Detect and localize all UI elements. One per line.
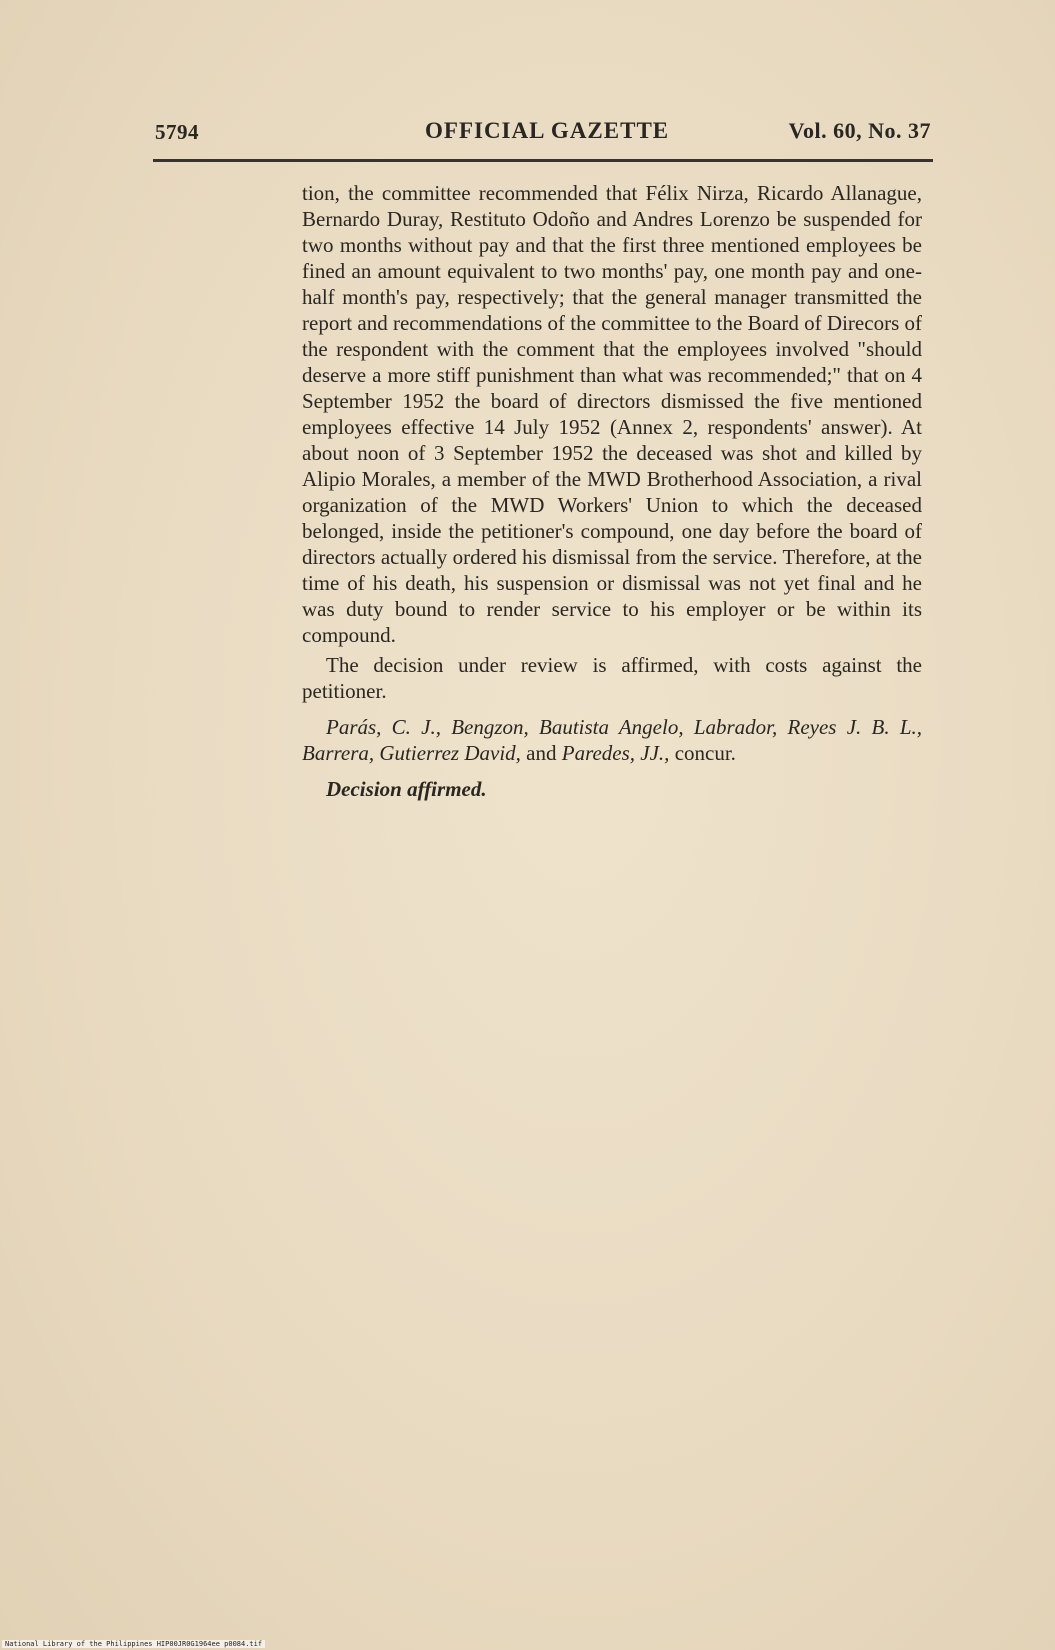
scan-footer: National Library of the Philippines HIP00JR0G1964ee p0084.tif — [2, 1640, 265, 1648]
header-rule — [153, 159, 933, 162]
volume-info: Vol. 60, No. 37 — [788, 118, 931, 143]
concurring-end: concur. — [674, 741, 736, 765]
paragraph-continuation: tion, the committee recommended that Félix Nirza, Ricardo Allanague, Bernardo Duray, Restituto Odoño and Andres Lorenzo be suspended for two months without pay and that the first three mentioned employees be fined an amount equivalent to two months' pay, one month pay and one-half month's pay, respectively; that the general manager transmitted the report and recommendations of the committee to the Board of Direcors of the respondent with the comment that the employees involved "should deserve a more stiff punishment than what was recommended;" that on 4 September 1952 the board of directors dismissed the five mentioned employees effective 14 July 1952 (Annex 2, respondents' answer). At about noon of 3 September 1952 the deceased was shot and killed by Alipio Morales, a member of the MWD Brotherhood Association, a rival organization of the MWD Workers' Union to which the deceased belonged, inside the petitioner's compound, one day before the board of directors actually ordered his dismissal from the service. Therefore, at the time of his death, his suspension or dismissal was not yet final and he was duty bound to render service to his employer or be within its compound. — [302, 181, 922, 647]
page-number: 5794 — [155, 120, 199, 144]
body-text — [302, 180, 922, 802]
concurring-and: and — [526, 741, 557, 765]
decision-paragraph: The decision under review is affirmed, with costs against the petitioner. — [302, 653, 922, 703]
concurring-last: Paredes, JJ., — [561, 741, 670, 765]
page-header — [155, 116, 931, 152]
decision-result: Decision affirmed. — [326, 777, 487, 801]
concurring-justices — [302, 714, 922, 766]
concurring-names: Parás, C. J., Bengzon, Bautista Angelo, Labrador, Reyes J. B. L., Barrera, Gutierrez David, — [302, 715, 922, 765]
publication-title: OFFICIAL GAZETTE — [425, 118, 670, 143]
